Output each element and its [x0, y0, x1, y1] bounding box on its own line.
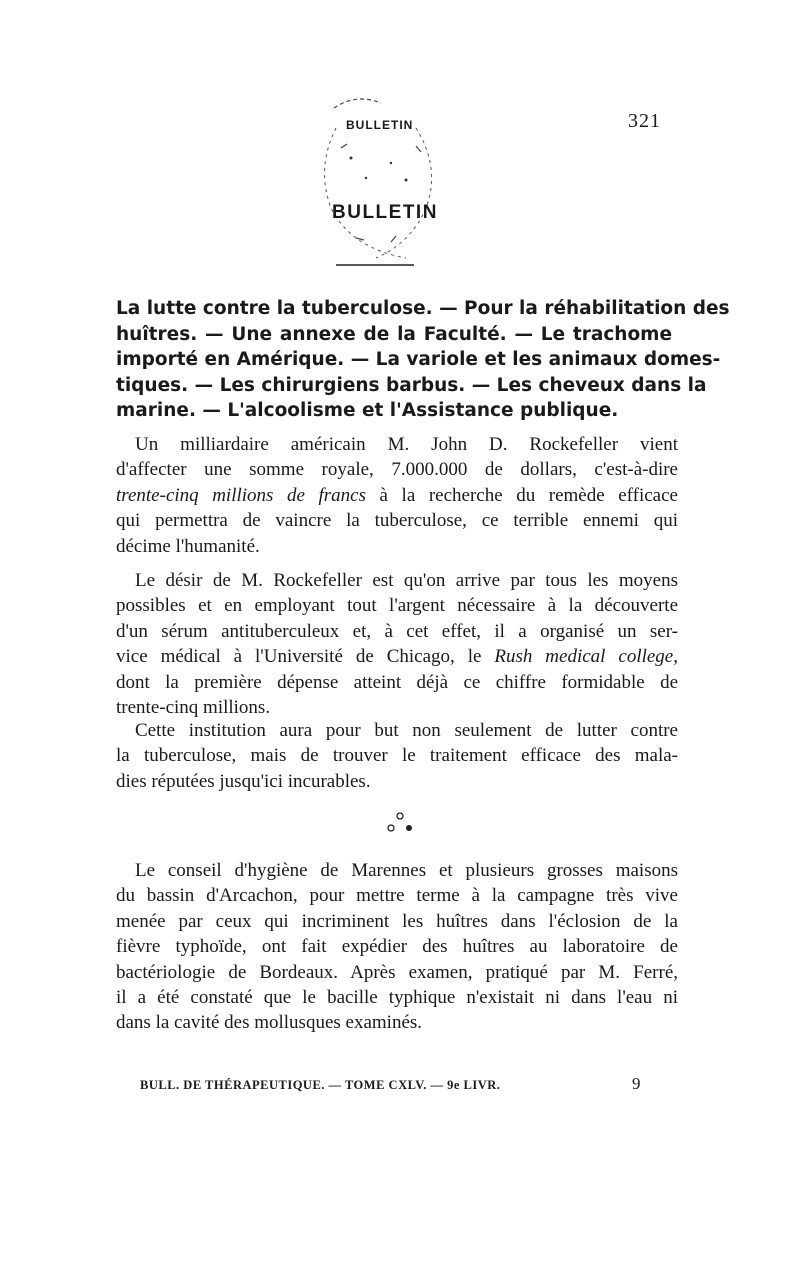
text-line: la tuberculose, mais de trouver le traitement efficace des mala- — [116, 745, 678, 767]
summary-line: La lutte contre la tuberculose. — Pour la réhabilitation des — [116, 298, 730, 319]
running-footer: BULL. DE THÉRAPEUTIQUE. — TOME CXLV. — 9e LIVR. — [140, 1078, 501, 1092]
section-separator-icon — [380, 808, 420, 838]
paragraph-rockefeller — [116, 432, 678, 559]
text-line: fièvre typhoïde, ont fait expédier des huîtres au laboratoire de — [116, 936, 678, 958]
text-line: d'un sérum antituberculeux et, à cet effet, il a organisé un ser- — [116, 620, 678, 642]
emblem-ornament-icon — [296, 88, 456, 268]
text-line: bactériologie de Bordeaux. Après examen, pratiqué par M. Ferré, — [116, 961, 678, 983]
text-line: dans la cavité des mollusques examinés. — [116, 1012, 423, 1034]
text-line: trente-cinq millions. — [116, 697, 271, 719]
summary-line: huîtres. — Une annexe de la Faculté. — Le trachome — [116, 323, 672, 345]
text-line: possibles et en employant tout l'argent nécessaire à la découverte — [116, 595, 678, 617]
italic-phrase: trente-cinq millions de francs — [116, 484, 366, 506]
page-number: 321 — [628, 110, 661, 132]
summary-line: tiques. — Les chirurgiens barbus. — Les cheveux dans la — [116, 374, 707, 396]
summary-line: importé en Amérique. — La variole et les animaux domes- — [116, 349, 721, 370]
italic-phrase: Rush medical college, — [494, 646, 678, 668]
emblem-small-title: BULLETIN — [346, 118, 414, 132]
emblem-main-title: BULLETIN — [332, 202, 438, 223]
text-line: décime l'humanité. — [116, 535, 260, 557]
text-line — [116, 644, 678, 669]
article-summary — [116, 296, 730, 424]
text-line: qui permettra de vaincre la tuberculose, ce terrible ennemi qui — [116, 510, 678, 532]
paragraph-serum — [116, 568, 678, 720]
text-line — [116, 483, 678, 508]
text-line: dies réputées jusqu'ici incurables. — [116, 770, 371, 792]
paragraph-oysters — [116, 858, 678, 1036]
text-line: il a été constaté que le bacille typhique n'existait ni dans l'eau ni — [116, 987, 678, 1009]
text-line: Le désir de M. Rockefeller est qu'on arrive par tous les moyens — [135, 570, 678, 591]
bulletin-emblem — [296, 88, 456, 268]
text-fragment: vice médical à l'Université de Chicago, le — [116, 646, 495, 668]
paragraph-institution — [116, 718, 678, 794]
signature-mark: 9 — [632, 1074, 641, 1093]
text-line: du bassin d'Arcachon, pour mettre terme à la campagne très vive — [116, 885, 678, 907]
text-line: Un milliardaire américain M. John D. Rockefeller vient — [135, 434, 678, 455]
text-line: d'affecter une somme royale, 7.000.000 de dollars, c'est-à-dire — [116, 459, 678, 481]
summary-line: marine. — L'alcoolisme et l'Assistance publique. — [116, 400, 619, 421]
text-line: Cette institution aura pour but non seulement de lutter contre — [135, 720, 678, 741]
text-line: Le conseil d'hygiène de Marennes et plusieurs grosses maisons — [135, 860, 678, 881]
text-line: dont la première dépense atteint déjà ce chiffre formidable de — [116, 671, 678, 693]
text-fragment: à la recherche du remède efficace — [366, 484, 678, 506]
text-line: menée par ceux qui incriminent les huîtres dans l'éclosion de la — [116, 910, 678, 932]
